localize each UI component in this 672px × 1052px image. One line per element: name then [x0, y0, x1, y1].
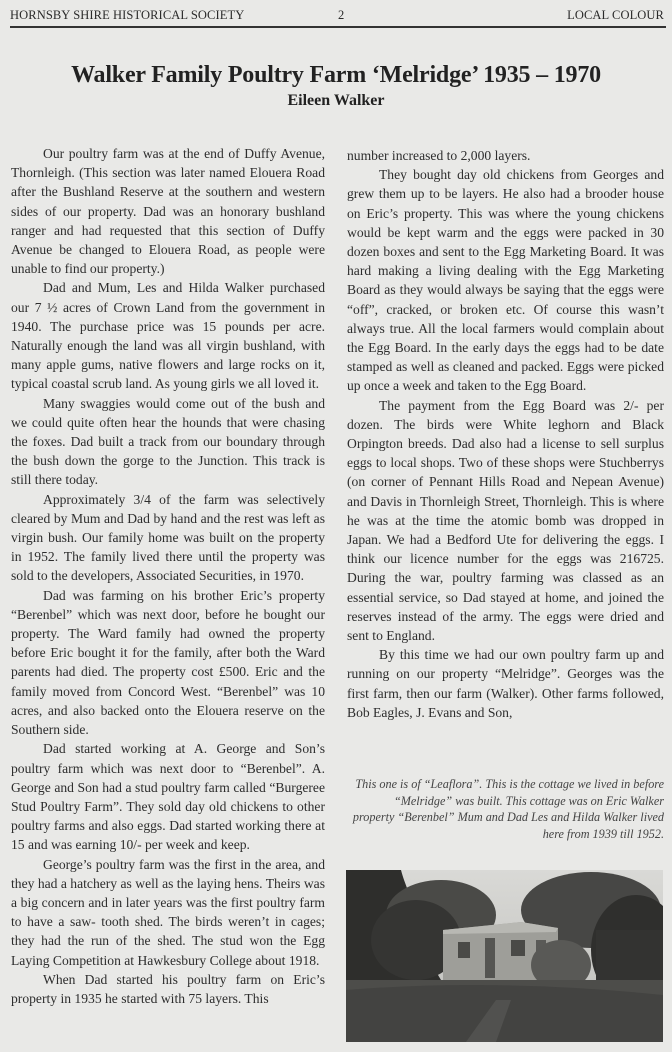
paragraph: Approximately 3/4 of the farm was selectively cleared by Mum and Dad by hand and the rest was left as virgin bush. Our family home was built on the property in 1952. The family lived there until the property was sold to the developers, Associated Securities, in 1970. [11, 491, 325, 584]
photo-image [346, 870, 663, 1042]
article-author: Eileen Walker [287, 92, 385, 109]
paragraph: When Dad started his poultry farm on Eric’s property in 1935 he started with 75 layers. This [11, 971, 325, 1006]
publication-name: HORNSBY SHIRE HISTORICAL SOCIETY [10, 8, 245, 22]
header-rule [10, 26, 666, 28]
photo-caption: This one is of “Leaflora”. This is the cottage we lived in before “Melridge” was built. This cottage was on Eric Walker property “Berenbel” Mum and Dad Les and Hilda Walker lived here from 1939 till 1952. [352, 777, 664, 841]
paragraph: The payment from the Egg Board was 2/- per dozen. The birds were White leghorn and Black Orpington breeds. Dad also had a license to sell surplus eggs to local shops. Two of these shops were Stuchberrys (on corner of Pennant Hills Road and Nepean Avenue) and Davis in Thornleigh Street, Thornleigh. This is where he was at the time the atomic bomb was dropped in Japan. We had a Bedford Ute for delivering the eggs. I think our licence number for the eggs was 216725. During the war, poultry farming was classed as an essential service, so Dad stayed at home, and joined the reserves instead of the army. The eggs were dried and sent to England. [347, 397, 664, 644]
right-column [347, 146, 664, 722]
section-name: LOCAL COLOUR [567, 8, 664, 22]
paragraph: Many swaggies would come out of the bush and we could quite often hear the hounds that were chasing the foxes. Dad built a track from our boundary through the bush down the gorge to the Junction. This track is still there today. [11, 395, 325, 488]
paragraph: Dad and Mum, Les and Hilda Walker purchased our 7 ½ acres of Crown Land from the government in 1940. The purchase price was 15 pounds per acre. Naturally enough the land was all virgin bushland, with many apple gums, native flowers and large rocks on it, typical coastal scrub land. As young girls we all loved it. [11, 280, 325, 392]
paragraph: Dad was farming on his brother Eric’s property “Berenbel” which was next door, before he bought our property. The Ward family had owned the property before Eric bought it for the family, after both the Ward parents had died. The property cost £500. Eric and the family moved from Concord West. “Berenbel” was 10 acres, and also backed onto the Elouera reserve on the Southern side. [11, 587, 325, 738]
paragraph: George’s poultry farm was the first in the area, and they had a hatchery as well as the laying hens. Theirs was a big concern and in later years was the first poultry farm to have a saw- tooth shed. The birds weren’t in cages; they had the run of the shed. The stud won the Egg Laying Competition at Hawkesbury College about 1918. [11, 856, 325, 968]
paragraph: By this time we had our own poultry farm up and running on our property “Melridge”. Georges was the first farm, then our farm (Walker). Other farms followed, Bob Eagles, J. Evans and Son, [347, 647, 664, 720]
paragraph: They bought day old chickens from Georges and grew them up to be layers. He also had a brooder house on Eric’s property. This was where the young chickens would be kept warm and the eggs were packed in 30 dozen boxes and sent to the Egg Marketing Board. It was hard making a living dealing with the Egg Marketing Board as they would always be saying that the eggs were “off”, cracked, or broken etc. Of course this wasn’t always true. All the local farmers would complain about the Egg Board. In the early days the eggs had to be date stamped as well as cleaned and packed. Eggs were picked up once a week and taken to the Egg Board. [347, 167, 664, 394]
page-number: 2 [338, 8, 345, 22]
paragraph: Dad started working at A. George and Son’s poultry farm which was next door to “Berenbel”. A. George and Son had a stud poultry farm called “Burgeree Stud Poultry Farm”. They sold day old chickens to other poultry farms and also eggs. Dad started working there at 15 and was earning 10/- per week and keep. [11, 741, 325, 853]
left-column [11, 144, 325, 1008]
article-title: Walker Family Poultry Farm ‘Melridge’ 1935 – 1970 [71, 62, 601, 88]
paragraph: Our poultry farm was at the end of Duffy Avenue, Thornleigh. (This section was later named Elouera Road after the Bushland Reserve at the southern and western sides of our property. Dad was an honorary bushland ranger and had requested that this section of Duffy Avenue be changed to Elouera Road, as people were unable to find our property.) [11, 146, 325, 277]
cottage-photo [346, 870, 663, 1042]
paragraph-continuation: number increased to 2,000 layers. [347, 148, 531, 163]
running-header [10, 8, 664, 26]
